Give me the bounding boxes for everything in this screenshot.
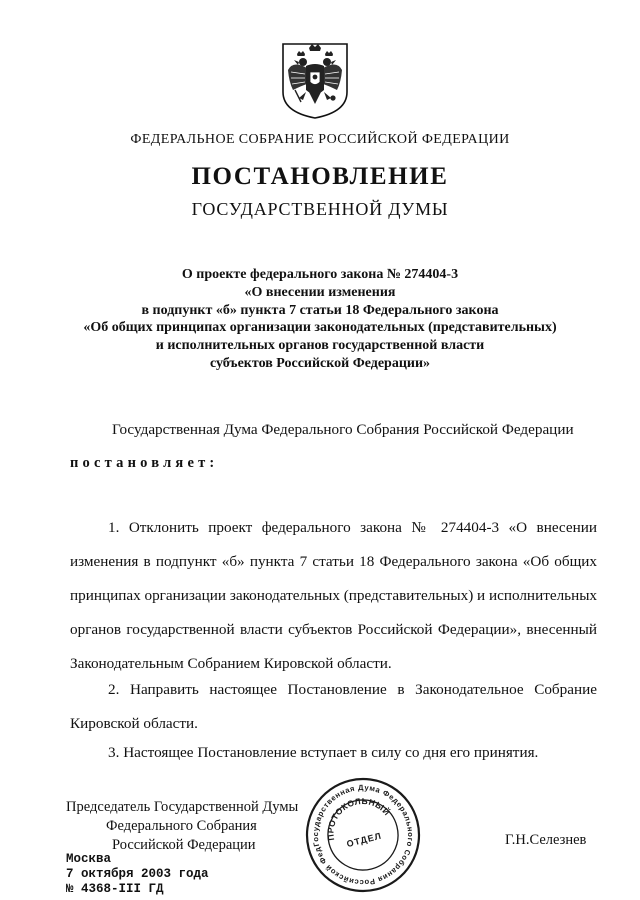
stamp-outer-text: Государственная Дума Федерального Собрания Российской Федерации: [310, 782, 416, 888]
subject-line: в подпункт «б» пункта 7 статьи 18 Федерального закона: [141, 302, 499, 318]
document-organ: ГОСУДАРСТВЕННОЙ ДУМЫ: [191, 199, 449, 219]
signer-title-line: Председатель Государственной Думы: [66, 799, 299, 815]
signer-title: [66, 798, 298, 855]
subject-line: субъектов Российской Федерации»: [209, 355, 431, 371]
signer-title-line: Федерального Собрания: [106, 818, 257, 834]
russian-coat-of-arms-icon: [279, 40, 351, 120]
place-date-number: [66, 852, 209, 897]
paragraph-2: 2. Направить настоящее Постановление в Законодательное Собрание Кировской области.: [70, 681, 597, 732]
subject-line: «Об общих принципах организации законодательных (представительных): [83, 320, 557, 336]
preamble-text: Государственная Дума Федерального Собрания Российской Федерации: [112, 421, 574, 438]
document-type: ПОСТАНОВЛЕНИЕ: [191, 163, 449, 190]
paragraph-3: 3. Настоящее Постановление вступает в силу со дня его принятия.: [108, 744, 539, 761]
issuer-name: ФЕДЕРАЛЬНОЕ СОБРАНИЕ РОССИЙСКОЙ ФЕДЕРАЦИИ: [130, 132, 510, 147]
official-stamp: [304, 776, 422, 894]
subject-line: «О внесении изменения: [244, 284, 396, 300]
stamp-center-text: ОТДЕЛ: [345, 830, 383, 850]
paragraph-1: 1. Отклонить проект федерального закона № 274404-3 «О внесении изменения в подпункт «б» пункта 7 статьи 18 Федерального закона «Об общих принципах организации законодательных (представительных) и исполнительных органов государственной власти субъектов Российской Федерации», внесенный Законодательным Собранием Кировской области.: [70, 519, 598, 672]
subject-line: О проекте федерального закона № 274404-3: [181, 267, 459, 282]
date: 7 октября 2003 года: [66, 867, 209, 881]
document-number: № 4368-III ГД: [66, 882, 164, 896]
place: Москва: [66, 852, 112, 866]
document-subject: [0, 266, 640, 373]
subject-line: и исполнительных органов государственной власти: [155, 338, 485, 354]
signer-title-line: Российской Федерации: [112, 837, 256, 853]
signer-name: Г.Н.Селезнев: [505, 832, 587, 848]
stamp-middle-text: ПРОТОКОЛЬНЫЙ: [325, 795, 393, 842]
decree-word: постановляет:: [70, 455, 219, 471]
